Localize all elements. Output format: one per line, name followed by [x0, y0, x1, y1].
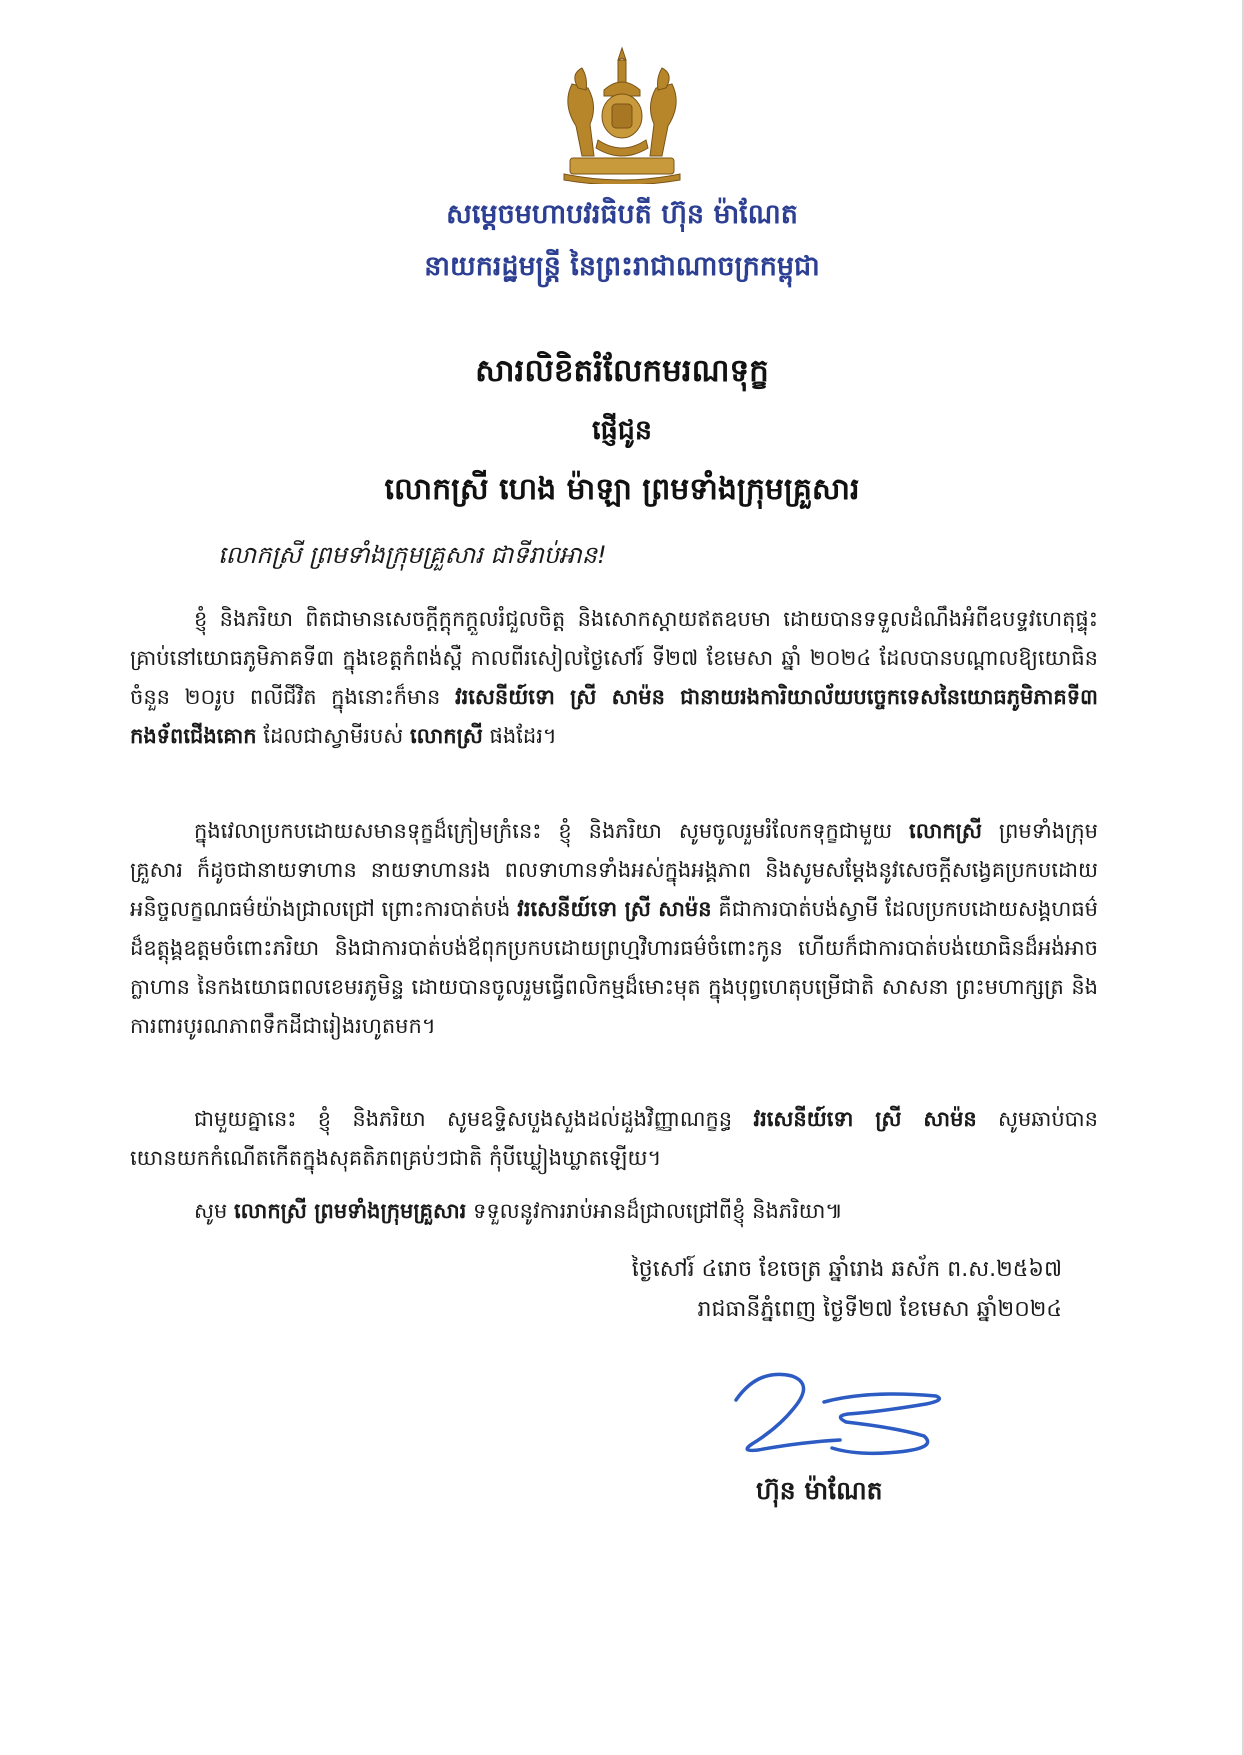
letterhead-title: សម្ដេចមហាបវរធិបតី ហ៊ុន ម៉ាណែត [446, 199, 798, 230]
paragraph-1: ខ្ញុំ និងភរិយា ពិតជាមានសេចក្ដីក្ដុកក្ដួលរំជួលចិត្ត និងសោកស្ដាយឥតឧបមា ដោយបានទទួលដំណឹងអំពីឧបទ្ទវហេតុផ្ទុះគ្រាប់នៅយោធភូមិភាគទី៣ ក្នុងខេត្តកំពង់ស្ពឺ កាលពីរសៀលថ្ងៃសៅរ៍ ទី២៧ ខែមេសា ឆ្នាំ ២០២៤ ដែលបានបណ្ដាលឱ្យយោធិន ចំនួន ២០រូប ពលីជីវិត ក្នុងនោះក៏មាន វរសេនីយ៍ទោ ស្រី សាម៉ន ជានាយរងការិយាល័យបច្ចេកទេសនៃយោធភូមិភាគទី៣ កងទ័ពជើងគោក ដែលជាស្វាមីរបស់ លោកស្រី ផងដែរ។ [130, 607, 1098, 748]
letter-recipient: លោកស្រី ហេង ម៉ាឡា ព្រមទាំងក្រុមគ្រួសារ [384, 472, 860, 507]
royal-arms-emblem-icon [548, 44, 696, 184]
paragraph-2: ក្នុងវេលាប្រកបដោយសមានទុក្ខដ៏ក្រៀមក្រំនេះ ខ្ញុំ និងភរិយា សូមចូលរួមរំលែកទុក្ខជាមួយ លោកស្រី ព្រមទាំងក្រុមគ្រួសារ ក៏ដូចជានាយទាហាន នាយទាហានរង ពលទាហានទាំងអស់ក្នុងអង្គភាព និងសូមសម្ដែងនូវសេចក្ដីសង្វេគប្រកបដោយអនិច្ចលក្ខណធម៌យ៉ាងជ្រាលជ្រៅ ព្រោះការបាត់បង់ វរសេនីយ៍ទោ ស្រី សាម៉ន គឺជាការបាត់បង់ស្វាមី ដែលប្រកបដោយសង្គហធម៌ដ៏ឧត្ដុង្គឧត្ដមចំពោះភរិយា និងជាការបាត់បង់ឪពុកប្រកបដោយព្រហ្មវិហារធម៌ចំពោះកូន ហើយក៏ជាការបាត់បង់យោធិនដ៏អង់អាចក្លាហាន នៃកងយោធពលខេមរភូមិន្ទ ដោយបានចូលរួមធ្វើពលិកម្មដ៏មោះមុត ក្នុងបុព្វហេតុបម្រើជាតិ សាសនា ព្រះមហាក្សត្រ និងការពារបូរណភាពទឹកដីជារៀងរហូតមក។ [130, 819, 1099, 1038]
paragraph-4: សូម លោកស្រី ព្រមទាំងក្រុមគ្រួសារ ទទួលនូវការរាប់អានដ៏ជ្រាលជ្រៅពីខ្ញុំ និងភរិយា៕ [194, 1199, 843, 1223]
salutation: លោកស្រី ព្រមទាំងក្រុមគ្រួសារ ជាទីរាប់អាន! [218, 541, 607, 569]
handwritten-signature [728, 1362, 954, 1460]
letter-title: សារលិខិតរំលែកមរណទុក្ខ [475, 353, 769, 389]
solar-date: រាជធានីភ្នំពេញ ថ្ងៃទី២៧ ខែមេសា ឆ្នាំ២០២៤ [697, 1297, 1062, 1322]
signatory-name: ហ៊ុន ម៉ាណែត [756, 1476, 883, 1505]
letterhead-subtitle: នាយករដ្ឋមន្ត្រី នៃព្រះរាជាណាចក្រកម្ពុជា [424, 251, 820, 282]
lunar-date: ថ្ងៃសៅរ៍ ៤រោច ខែចេត្រ ឆ្នាំរោង ឆស័ក ព.ស.២៥៦៧ [631, 1257, 1062, 1282]
paragraph-3: ជាមួយគ្នានេះ ខ្ញុំ និងភរិយា សូមឧទ្ទិសបួងសួងដល់ដួងវិញ្ញាណក្ខន្ធ វរសេនីយ៍ទោ ស្រី សាម៉ន សូមឆាប់បានយោនយកកំណើតកើតក្នុងសុគតិភពគ្រប់ៗជាតិ កុំបីឃ្លៀងឃ្លាតឡើយ។ [130, 1107, 1099, 1170]
date-block [632, 1250, 1062, 1330]
letter-sent-to: ផ្ញើជូន [592, 415, 652, 446]
